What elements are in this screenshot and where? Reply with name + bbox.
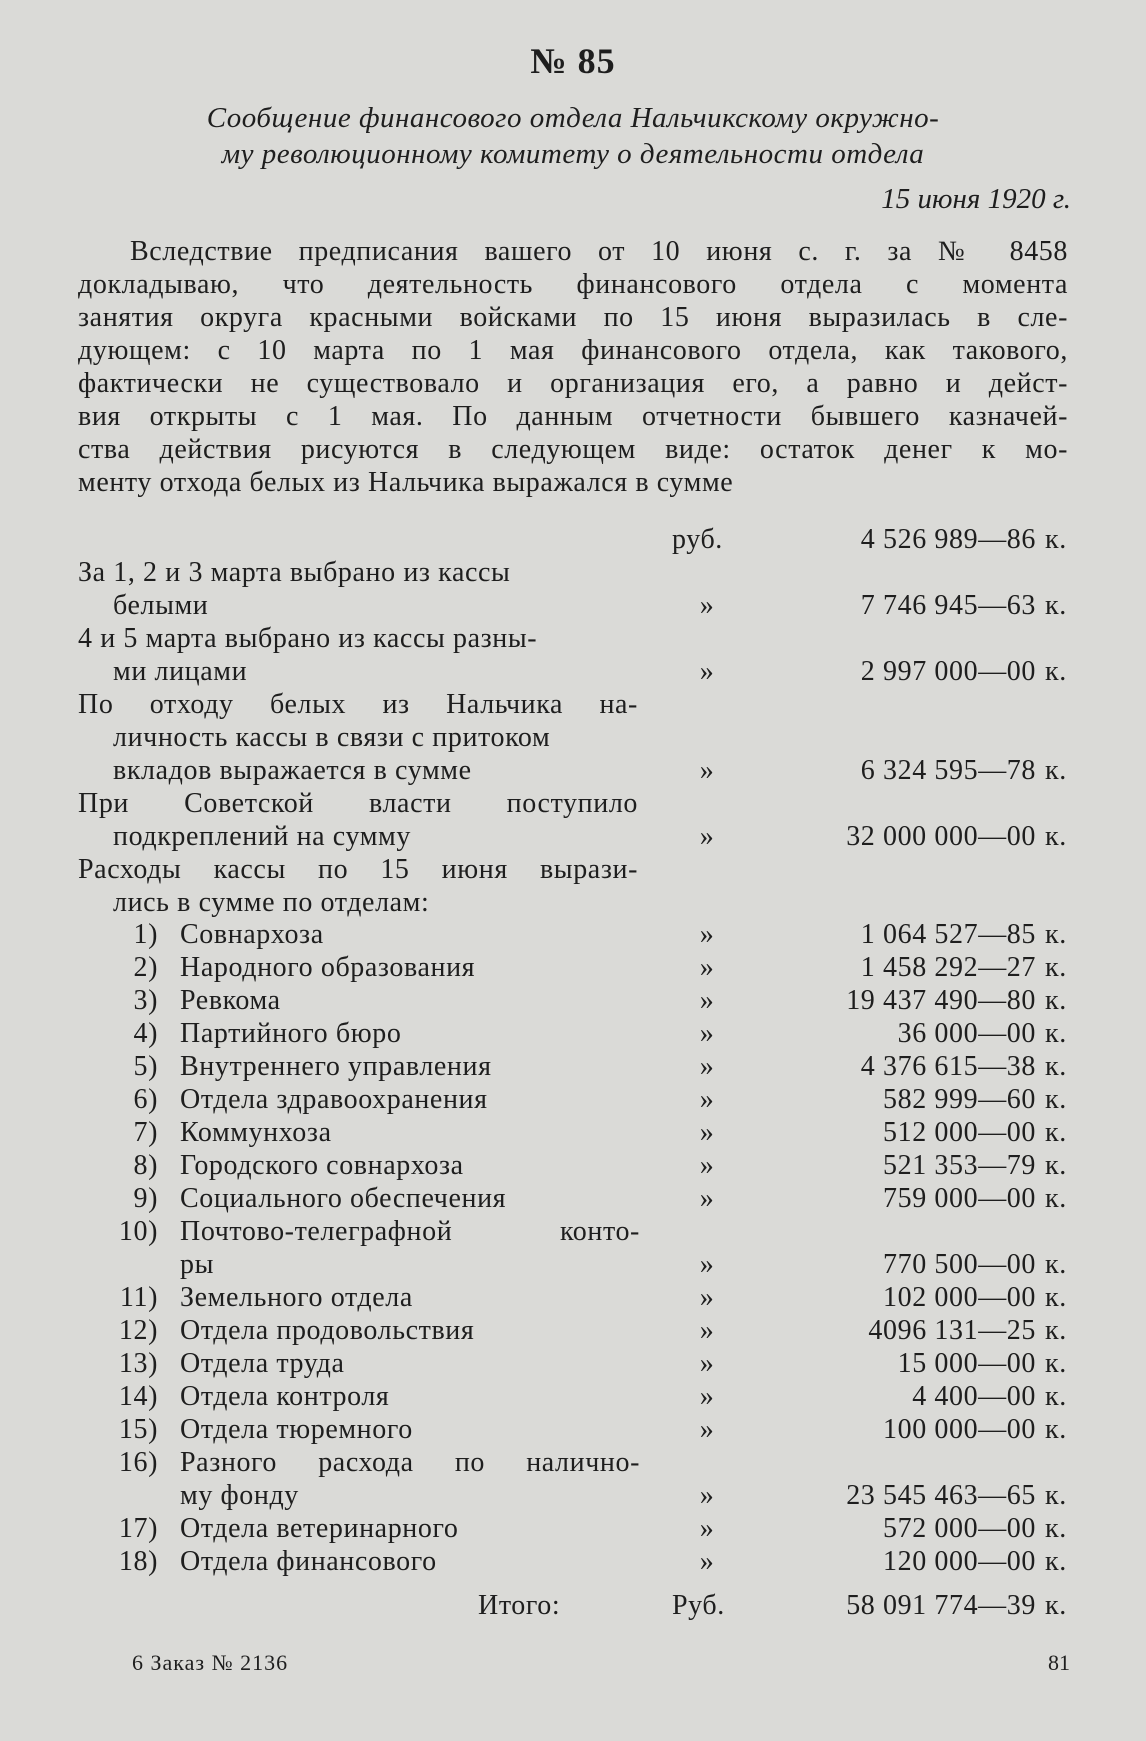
entry-text: За 1, 2 и 3 марта выбрано из кассы	[78, 557, 511, 588]
item-number: 4)	[133, 1018, 158, 1049]
expense-row	[0, 1479, 1146, 1512]
kopeck-unit: к.	[1045, 1249, 1067, 1280]
item-text: Отдела здравоохранения	[180, 1084, 488, 1115]
item-number: 9)	[133, 1183, 158, 1214]
kopeck-unit: к.	[1045, 1315, 1067, 1346]
document-date: 15 июня 1920 г.	[881, 183, 1071, 215]
expense-row	[0, 984, 1146, 1017]
ditto-mark: »	[699, 1282, 715, 1313]
ditto-mark: »	[699, 1183, 715, 1214]
amount: 770 500—00	[883, 1249, 1036, 1280]
expenses-heading	[0, 853, 1146, 886]
expense-row	[0, 1182, 1146, 1215]
ledger-row	[0, 655, 1146, 688]
item-text: Внутреннего управления	[180, 1051, 492, 1082]
expense-row	[0, 918, 1146, 951]
amount: 572 000—00	[883, 1513, 1036, 1544]
item-number: 1)	[133, 919, 158, 950]
item-number: 5)	[133, 1051, 158, 1082]
ditto-mark: »	[699, 1249, 715, 1280]
item-number: 15)	[118, 1414, 158, 1445]
print-order-number: 6 Заказ № 2136	[132, 1650, 289, 1675]
amount: 1 458 292—27	[860, 952, 1036, 983]
expense-row	[0, 1413, 1146, 1446]
ditto-mark: »	[699, 919, 715, 950]
amount: 2 997 000—00	[860, 656, 1036, 687]
kopeck-unit: к.	[1045, 1183, 1067, 1214]
kopeck-unit: к.	[1045, 755, 1067, 786]
kopeck-unit: к.	[1045, 1150, 1067, 1181]
item-number: 3)	[133, 985, 158, 1016]
kopeck-unit: к.	[1045, 1513, 1067, 1544]
ditto-mark: »	[699, 1117, 715, 1148]
amount: 36 000—00	[897, 1018, 1036, 1049]
ledger-row	[0, 589, 1146, 622]
kopeck-unit: к.	[1045, 821, 1067, 852]
item-text: Отдела тюремного	[180, 1414, 413, 1445]
ditto-mark: »	[699, 1513, 715, 1544]
item-text: Отдела ветеринарного	[180, 1513, 459, 1544]
document-number: № 85	[530, 41, 616, 81]
expense-row	[0, 1314, 1146, 1347]
body-line: ства действия рисуются в следующем виде: остаток денег к мо-	[78, 434, 1068, 465]
item-number: 13)	[118, 1348, 158, 1379]
body-line: фактически не существовало и организация его, а равно и дейст-	[78, 368, 1068, 399]
amount: 102 000—00	[883, 1282, 1036, 1313]
amount: 1 064 527—85	[860, 919, 1036, 950]
ditto-mark: »	[699, 1546, 715, 1577]
kopeck-unit: к.	[1045, 1414, 1067, 1445]
entry-text: личность кассы в связи с притоком	[113, 722, 551, 753]
ledger-total	[0, 1589, 1146, 1622]
item-text: Почтово-телеграфной конто-	[180, 1216, 640, 1247]
ditto-mark: »	[699, 1381, 715, 1412]
item-text: Ревкома	[180, 985, 281, 1016]
ledger-row	[0, 688, 1146, 721]
body-line: вия открыты с 1 мая. По данным отчетности бывшего казначей-	[78, 401, 1068, 432]
expense-row	[0, 1050, 1146, 1083]
kopeck-unit: к.	[1045, 590, 1067, 621]
item-text: ры	[180, 1249, 215, 1280]
kopeck-unit: к.	[1045, 1546, 1067, 1577]
item-text: Отдела контроля	[180, 1381, 390, 1412]
ledger-row	[0, 787, 1146, 820]
item-number: 6)	[133, 1084, 158, 1115]
body-line: докладываю, что деятельность финансового отдела с момента	[78, 269, 1068, 300]
kopeck-unit: к.	[1045, 524, 1067, 555]
entry-text: ми лицами	[113, 656, 248, 687]
item-text: Социального обеспечения	[180, 1183, 507, 1214]
expense-row	[0, 951, 1146, 984]
ledger-row	[0, 754, 1146, 787]
kopeck-unit: к.	[1045, 1590, 1067, 1621]
ditto-mark: »	[699, 1480, 715, 1511]
expense-row	[0, 1116, 1146, 1149]
amount: 15 000—00	[897, 1348, 1036, 1379]
kopeck-unit: к.	[1045, 1117, 1067, 1148]
body-paragraph	[78, 235, 1068, 499]
expense-row	[0, 1017, 1146, 1050]
ditto-mark: »	[699, 985, 715, 1016]
expense-row	[0, 1215, 1146, 1248]
ditto-mark: »	[699, 590, 715, 621]
body-line: занятия округа красными войсками по 15 июня выразилась в сле-	[78, 302, 1068, 333]
expense-row	[0, 1248, 1146, 1281]
ledger-row	[0, 820, 1146, 853]
item-text: Партийного бюро	[180, 1018, 402, 1049]
total-amount: 58 091 774—39	[846, 1590, 1036, 1621]
ditto-mark: »	[699, 1084, 715, 1115]
item-text: Городского совнархоза	[180, 1150, 464, 1181]
entry-text: По отходу белых из Нальчика на-	[78, 689, 638, 720]
amount: 512 000—00	[883, 1117, 1036, 1148]
item-text: Отдела финансового	[180, 1546, 437, 1577]
entry-text: 4 и 5 марта выбрано из кассы разны-	[78, 623, 538, 654]
kopeck-unit: к.	[1045, 1018, 1067, 1049]
amount: 23 545 463—65	[846, 1480, 1036, 1511]
ditto-mark: »	[699, 1414, 715, 1445]
item-number: 11)	[119, 1282, 158, 1313]
amount: 100 000—00	[883, 1414, 1036, 1445]
kopeck-unit: к.	[1045, 1480, 1067, 1511]
item-text: Отдела продовольствия	[180, 1315, 475, 1346]
amount: 759 000—00	[883, 1183, 1036, 1214]
document-title	[80, 100, 1066, 172]
expense-row	[0, 1545, 1146, 1578]
expense-row	[0, 1149, 1146, 1182]
item-number: 18)	[118, 1546, 158, 1577]
expense-row	[0, 1083, 1146, 1116]
kopeck-unit: к.	[1045, 1282, 1067, 1313]
item-text: Отдела труда	[180, 1348, 345, 1379]
amount: 582 999—60	[883, 1084, 1036, 1115]
heading-text: Расходы кассы по 15 июня вырази-	[78, 854, 638, 885]
ditto-mark: »	[699, 1051, 715, 1082]
item-text: Разного расхода по налично-	[180, 1447, 640, 1478]
amount: 4 400—00	[912, 1381, 1036, 1412]
entry-text: подкреплений на сумму	[113, 821, 411, 852]
kopeck-unit: к.	[1045, 1348, 1067, 1379]
ditto-mark: »	[699, 952, 715, 983]
item-number: 7)	[133, 1117, 158, 1148]
ditto-mark: »	[699, 1348, 715, 1379]
amount: 521 353—79	[883, 1150, 1036, 1181]
amount: 4 376 615—38	[860, 1051, 1036, 1082]
item-text: Земельного отдела	[180, 1282, 413, 1313]
expenses-heading	[0, 886, 1146, 919]
amount: 6 324 595—78	[860, 755, 1036, 786]
kopeck-unit: к.	[1045, 1084, 1067, 1115]
ditto-mark: »	[699, 656, 715, 687]
page-number: 81	[1048, 1650, 1070, 1675]
body-line: дующем: с 10 марта по 1 мая финансового отдела, как такового,	[78, 335, 1068, 366]
item-number: 17)	[118, 1513, 158, 1544]
amount: 19 437 490—80	[846, 985, 1036, 1016]
total-label: Итого:	[478, 1590, 561, 1621]
body-line: менту отхода белых из Нальчика выражался в сумме	[78, 467, 734, 498]
item-number: 16)	[118, 1447, 158, 1478]
kopeck-unit: к.	[1045, 985, 1067, 1016]
entry-text: вкладов выражается в сумме	[113, 755, 472, 786]
item-number: 2)	[133, 952, 158, 983]
item-number: 14)	[118, 1381, 158, 1412]
expense-row	[0, 1446, 1146, 1479]
amount: 120 000—00	[883, 1546, 1036, 1577]
title-line: Сообщение финансового отдела Нальчикскому окружно-	[206, 102, 940, 134]
entry-text: белыми	[113, 590, 209, 621]
ledger-row	[0, 556, 1146, 589]
ledger-row	[0, 622, 1146, 655]
item-text: Народного образования	[180, 952, 476, 983]
kopeck-unit: к.	[1045, 656, 1067, 687]
amount: 32 000 000—00	[846, 821, 1036, 852]
heading-text: лись в сумме по отделам:	[113, 887, 430, 918]
kopeck-unit: к.	[1045, 952, 1067, 983]
expense-row	[0, 1380, 1146, 1413]
amount: 7 746 945—63	[860, 590, 1036, 621]
title-line: му революционному комитету о деятельности отдела	[221, 138, 925, 170]
entry-text: При Советской власти поступило	[78, 788, 638, 819]
item-number: 10)	[118, 1216, 158, 1247]
item-number: 12)	[118, 1315, 158, 1346]
item-text: му фонду	[180, 1480, 299, 1511]
body-line: Вследствие предписания вашего от 10 июня с. г. за № 8458	[130, 236, 1068, 267]
item-number: 8)	[133, 1150, 158, 1181]
ditto-mark: »	[699, 755, 715, 786]
currency-label: руб.	[672, 524, 723, 555]
kopeck-unit: к.	[1045, 1381, 1067, 1412]
ditto-mark: »	[699, 1315, 715, 1346]
item-text: Коммунхоза	[180, 1117, 332, 1148]
ledger-row	[0, 721, 1146, 754]
expense-row	[0, 1512, 1146, 1545]
ditto-mark: »	[699, 1018, 715, 1049]
item-text: Совнархоза	[180, 919, 324, 950]
currency-label: Руб.	[672, 1590, 725, 1621]
amount: 4096 131—25	[868, 1315, 1036, 1346]
expense-row	[0, 1347, 1146, 1380]
ledger-row-opening	[0, 523, 1146, 556]
ditto-mark: »	[699, 1150, 715, 1181]
kopeck-unit: к.	[1045, 919, 1067, 950]
page-footer	[0, 1648, 1146, 1678]
amount: 4 526 989—86	[860, 524, 1036, 555]
kopeck-unit: к.	[1045, 1051, 1067, 1082]
ditto-mark: »	[699, 821, 715, 852]
expense-row	[0, 1281, 1146, 1314]
